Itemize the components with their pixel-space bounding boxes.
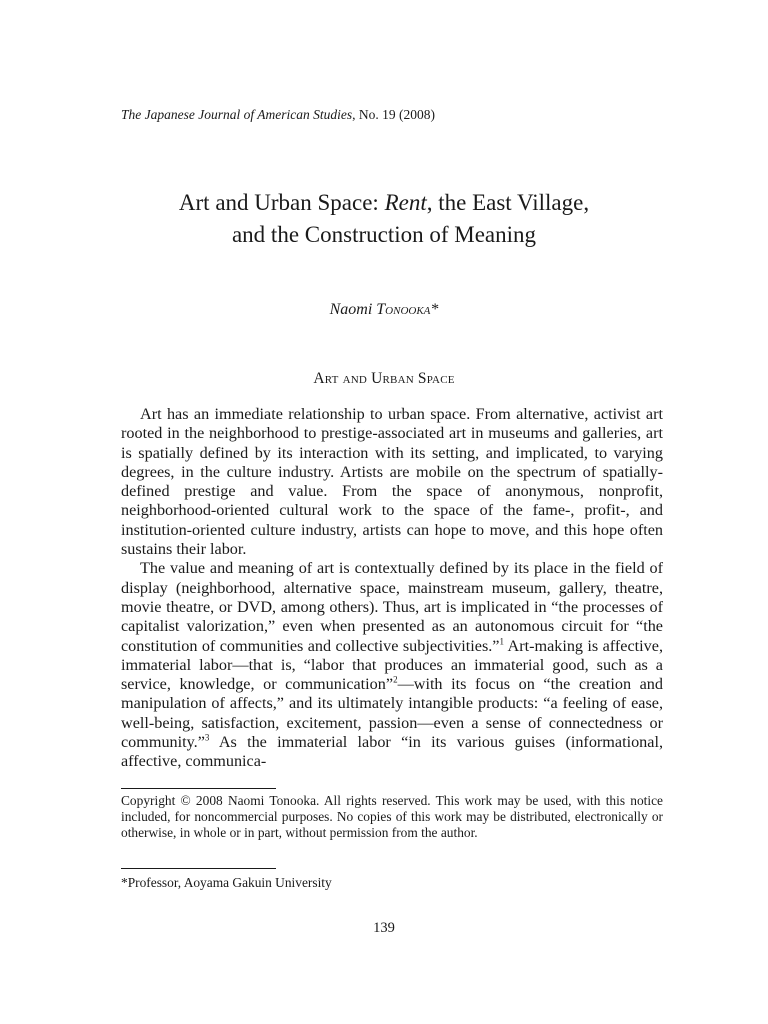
paragraph-2-part-c: —with its focus on “the creation and manipulation of affects,” and its ultimately intangible products: “a feeling of ease, well-being, satisfaction, excitement, passion—even a sense of connectedness or community.”	[121, 675, 663, 752]
page-number: 139	[373, 920, 395, 936]
author-family-name: Tonooka	[376, 301, 431, 318]
paragraph-2	[121, 559, 663, 771]
title-line-2: and the Construction of Meaning	[231, 222, 537, 247]
article-title	[100, 187, 668, 251]
title-italic-rent: Rent	[384, 190, 427, 215]
author-footnote-mark: *	[430, 301, 439, 318]
title-part-1: Art and Urban Space:	[178, 190, 385, 215]
footnote-ref-1[interactable]: 1	[499, 636, 504, 647]
title-part-2: , the East Village,	[426, 190, 590, 215]
footnote-ref-3[interactable]: 3	[204, 732, 210, 743]
body-text	[121, 405, 663, 772]
author-affiliation-footnote: *Professor, Aoyama Gakuin University	[121, 875, 332, 890]
author-byline	[100, 299, 668, 321]
footnote-ref-2[interactable]: 2	[393, 674, 398, 685]
paragraph-1: Art has an immediate relationship to urban space. From alternative, activist art rooted in the neighborhood to prestige-associated art in museums and galleries, art is spatially defined by its interaction with its setting, and implicated, to varying degrees, in the culture industry. Artists are mobile on the spectrum of spatially-defined prestige and value. From the space of anonymous, nonprofit, neighborhood-oriented cultural work to the space of the fame-, profit-, and institution-oriented culture industry, artists can hope to move, and this hope often sustains their labor.	[121, 405, 663, 559]
journal-issue: , No. 19 (2008)	[352, 107, 435, 122]
section-heading: Art and Urban Space	[313, 370, 455, 387]
paragraph-2-part-b: Art-making is affective, immaterial labor—that is, “labor that produces an immaterial good, such as a service, knowledge, or communication”	[121, 636, 663, 694]
title-line-1	[100, 187, 668, 219]
running-head	[121, 106, 435, 124]
paragraph-2-part-d: As the immaterial labor “in its various guises (informational, affective, communica-	[121, 733, 663, 771]
journal-name: The Japanese Journal of American Studies	[121, 107, 353, 122]
author-given-name: Naomi	[329, 301, 377, 318]
copyright-notice: Copyright © 2008 Naomi Tonooka. All rights reserved. This work may be used, with this notice included, for noncommercial purposes. No copies of this work may be distributed, electronically or otherwise, in whole or in part, without permission from the author.	[121, 793, 663, 840]
footnote-divider-1	[121, 788, 276, 789]
footnote-divider-2	[121, 868, 276, 869]
paragraph-2-part-a: The value and meaning of art is contextually defined by its place in the field of display (neighborhood, alternative space, mainstream museum, gallery, theatre, movie theatre, or DVD, among others). Thus, art is implicated in “the processes of capitalist valorization,” even when presented as an autonomous circuit for “the constitution of communities and collective subjectivities.”	[121, 559, 663, 655]
